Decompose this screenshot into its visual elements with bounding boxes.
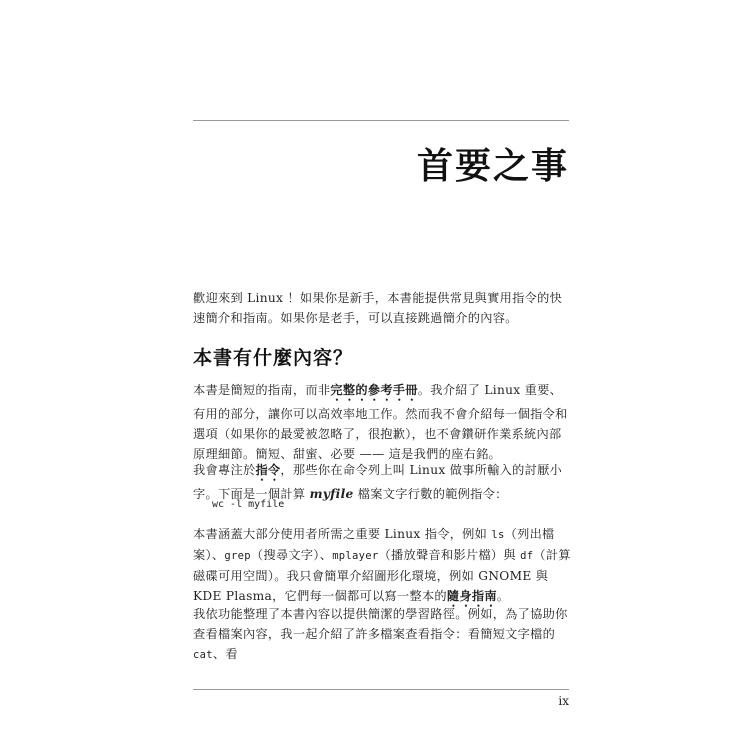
paragraph-organization — [193, 604, 573, 665]
command-cat: cat — [193, 649, 213, 661]
command-ls: ls — [491, 529, 505, 541]
paragraph-text: 。 — [496, 589, 510, 603]
paragraph-text: （搜尋文字）、 — [250, 548, 333, 562]
paragraph-text: ，那些你在命令列上叫 Linux 做事所輸入的討厭小字。下面是一個計算 — [193, 463, 563, 501]
paragraph-text: （播放聲音和影片檔）與 — [378, 548, 521, 562]
chapter-title: 首要之事 — [416, 146, 569, 187]
paragraph-text: 檔案文字行數的範例指令： — [353, 487, 508, 501]
filename-text: myfile — [309, 487, 354, 501]
paragraph-commands — [193, 460, 573, 504]
emphasis-text: 完整的參考手冊 — [330, 383, 418, 397]
code-example: wc -l myfile — [212, 499, 285, 510]
paragraph-text: 本書涵蓋大部分使用者所需之重要 Linux 指令，例如 — [193, 527, 492, 541]
emphasis-text: 隨身指南 — [446, 589, 497, 603]
command-grep: grep — [224, 550, 251, 562]
paragraph-text: 我依功能整理了本書內容以提供簡潔的學習路徑。例如，為了協助你查看檔案內容，我一起介紹了許多檔案查看指令：看簡短文字檔的 — [193, 607, 568, 641]
paragraph-text: （列出檔案）、 — [193, 527, 555, 562]
command-df: df — [520, 550, 534, 562]
paragraph-text: 我會專注於 — [193, 463, 256, 477]
paragraph-scope — [193, 380, 573, 464]
bottom-rule — [193, 689, 569, 690]
command-mplayer: mplayer — [332, 550, 379, 562]
paragraph-text: 本書是簡短的指南，而非 — [193, 383, 331, 397]
intro-paragraph: 歡迎來到 Linux ！如果你是新手，本書能提供常見與實用指令的快速簡介和指南。如果你是老手，可以直接跳過簡介的內容。 — [193, 291, 563, 325]
paragraph-text: （計算磁碟可用空間）。我只會簡單介紹圖形化環境，例如 GNOME 與 KDE Plasma，它們每一個都可以寫一整本的 — [193, 548, 571, 603]
paragraph-text: 、看 — [212, 647, 238, 661]
page-number: ix — [558, 694, 569, 708]
section-title: 本書有什麼內容？ — [193, 347, 354, 369]
paragraph-text: 。我介紹了 Linux 重要、有用的部分，讓你可以高效率地工作。然而我不會介紹每一個指令和選項（如果你的最愛被忽略了，很抱歉），也不會鑽研作業系統內部原理細節。簡短、甜蜜、必要 —— 這是我們的座右銘。 — [193, 383, 568, 461]
paragraph-coverage — [193, 524, 573, 610]
emphasis-text: 指令 — [255, 463, 281, 477]
top-rule — [193, 120, 569, 121]
